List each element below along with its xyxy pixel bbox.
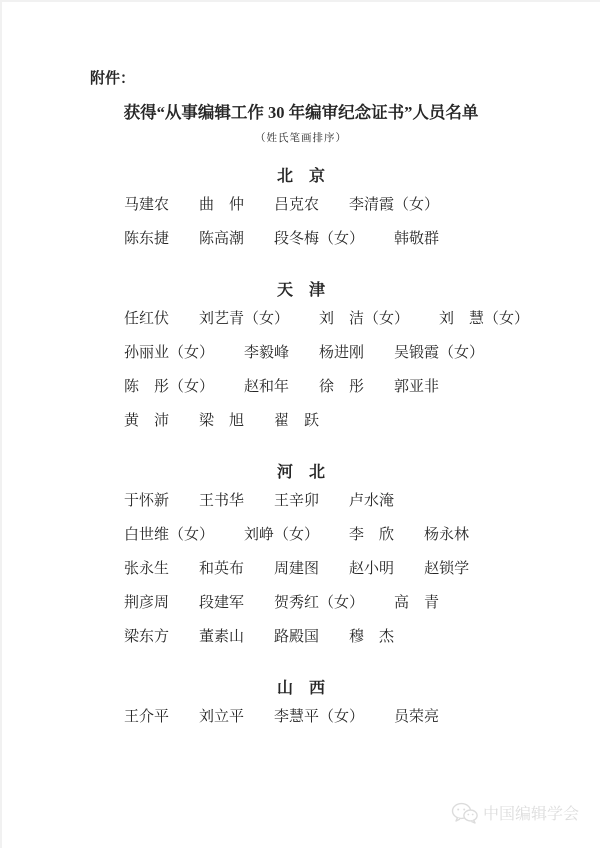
person-name: 吴锻霞（女） xyxy=(394,345,485,362)
section-header-hebei: 河 北 xyxy=(276,464,325,482)
name-row xyxy=(124,346,600,361)
person-name: 郭亚非 xyxy=(394,379,440,396)
person-name: 杨进刚 xyxy=(319,345,365,362)
wechat-icon xyxy=(451,802,478,828)
person-name: 张永生 xyxy=(124,561,170,578)
section-header-beijing: 北 京 xyxy=(276,168,325,186)
person-name: 周建图 xyxy=(274,561,320,578)
page-title: 获得“从事编辑工作 30 年编审纪念证书”人员名单 xyxy=(123,103,479,122)
watermark xyxy=(451,802,579,828)
person-name: 白世维（女） xyxy=(124,527,215,544)
person-name: 刘 洁（女） xyxy=(319,311,410,328)
name-row xyxy=(124,710,600,725)
person-name: 路殿国 xyxy=(274,629,320,646)
person-name: 高 青 xyxy=(394,595,440,612)
person-name: 徐 彤 xyxy=(319,379,365,396)
person-name: 李 欣 xyxy=(349,527,395,544)
name-row xyxy=(124,562,600,577)
document-page xyxy=(2,2,600,725)
person-name: 段建军 xyxy=(199,595,245,612)
person-name: 李慧平（女） xyxy=(274,709,365,726)
name-row xyxy=(124,528,600,543)
person-name: 任红伏 xyxy=(124,311,170,328)
name-row xyxy=(124,494,600,509)
person-name: 李清霞（女） xyxy=(349,197,440,214)
person-name: 杨永林 xyxy=(424,527,470,544)
person-name: 卢水淹 xyxy=(349,493,395,510)
name-row xyxy=(124,312,600,327)
person-name: 段冬梅（女） xyxy=(274,231,365,248)
person-name: 刘艺青（女） xyxy=(199,311,290,328)
name-row xyxy=(124,232,600,247)
watermark-label: 中国编辑学会 xyxy=(482,806,579,823)
person-name: 和英布 xyxy=(199,561,245,578)
person-name: 穆 杰 xyxy=(349,629,395,646)
name-row xyxy=(124,630,600,645)
person-name: 陈东捷 xyxy=(124,231,170,248)
section-header-tianjin: 天 津 xyxy=(276,282,325,300)
person-name: 吕克农 xyxy=(274,197,320,214)
person-name: 董素山 xyxy=(199,629,245,646)
person-name: 赵小明 xyxy=(349,561,395,578)
person-name: 梁东方 xyxy=(124,629,170,646)
person-name: 陈高潮 xyxy=(199,231,245,248)
name-row xyxy=(124,380,600,395)
person-name: 刘 慧（女） xyxy=(439,311,530,328)
person-name: 赵锁学 xyxy=(424,561,470,578)
person-name: 陈 彤（女） xyxy=(124,379,215,396)
person-name: 黄 沛 xyxy=(124,413,170,430)
person-name: 梁 旭 xyxy=(199,413,245,430)
person-name: 翟 跃 xyxy=(274,413,320,430)
person-name: 员荣亮 xyxy=(394,709,440,726)
person-name: 孙丽业（女） xyxy=(124,345,215,362)
name-row xyxy=(124,414,600,429)
section-tianjin xyxy=(2,283,600,429)
person-name: 马建农 xyxy=(124,197,170,214)
person-name: 王辛卯 xyxy=(274,493,320,510)
person-name: 王书华 xyxy=(199,493,245,510)
section-header-shanxi: 山 西 xyxy=(276,680,325,698)
person-name: 王介平 xyxy=(124,709,170,726)
person-name: 贺秀红（女） xyxy=(274,595,365,612)
section-beijing xyxy=(2,169,600,247)
person-name: 刘峥（女） xyxy=(244,527,320,544)
person-name: 韩敬群 xyxy=(394,231,440,248)
person-name: 荆彦周 xyxy=(124,595,170,612)
attachment-label: 附件： xyxy=(90,71,136,87)
person-name: 刘立平 xyxy=(199,709,245,726)
section-hebei xyxy=(2,465,600,645)
name-row xyxy=(124,596,600,611)
section-shanxi xyxy=(2,681,600,725)
person-name: 于怀新 xyxy=(124,493,170,510)
person-name: 曲 仲 xyxy=(199,197,245,214)
person-name: 李毅峰 xyxy=(244,345,290,362)
person-name: 赵和年 xyxy=(244,379,290,396)
name-row xyxy=(124,198,600,213)
sort-order-note: （姓氏笔画排序） xyxy=(255,132,347,144)
